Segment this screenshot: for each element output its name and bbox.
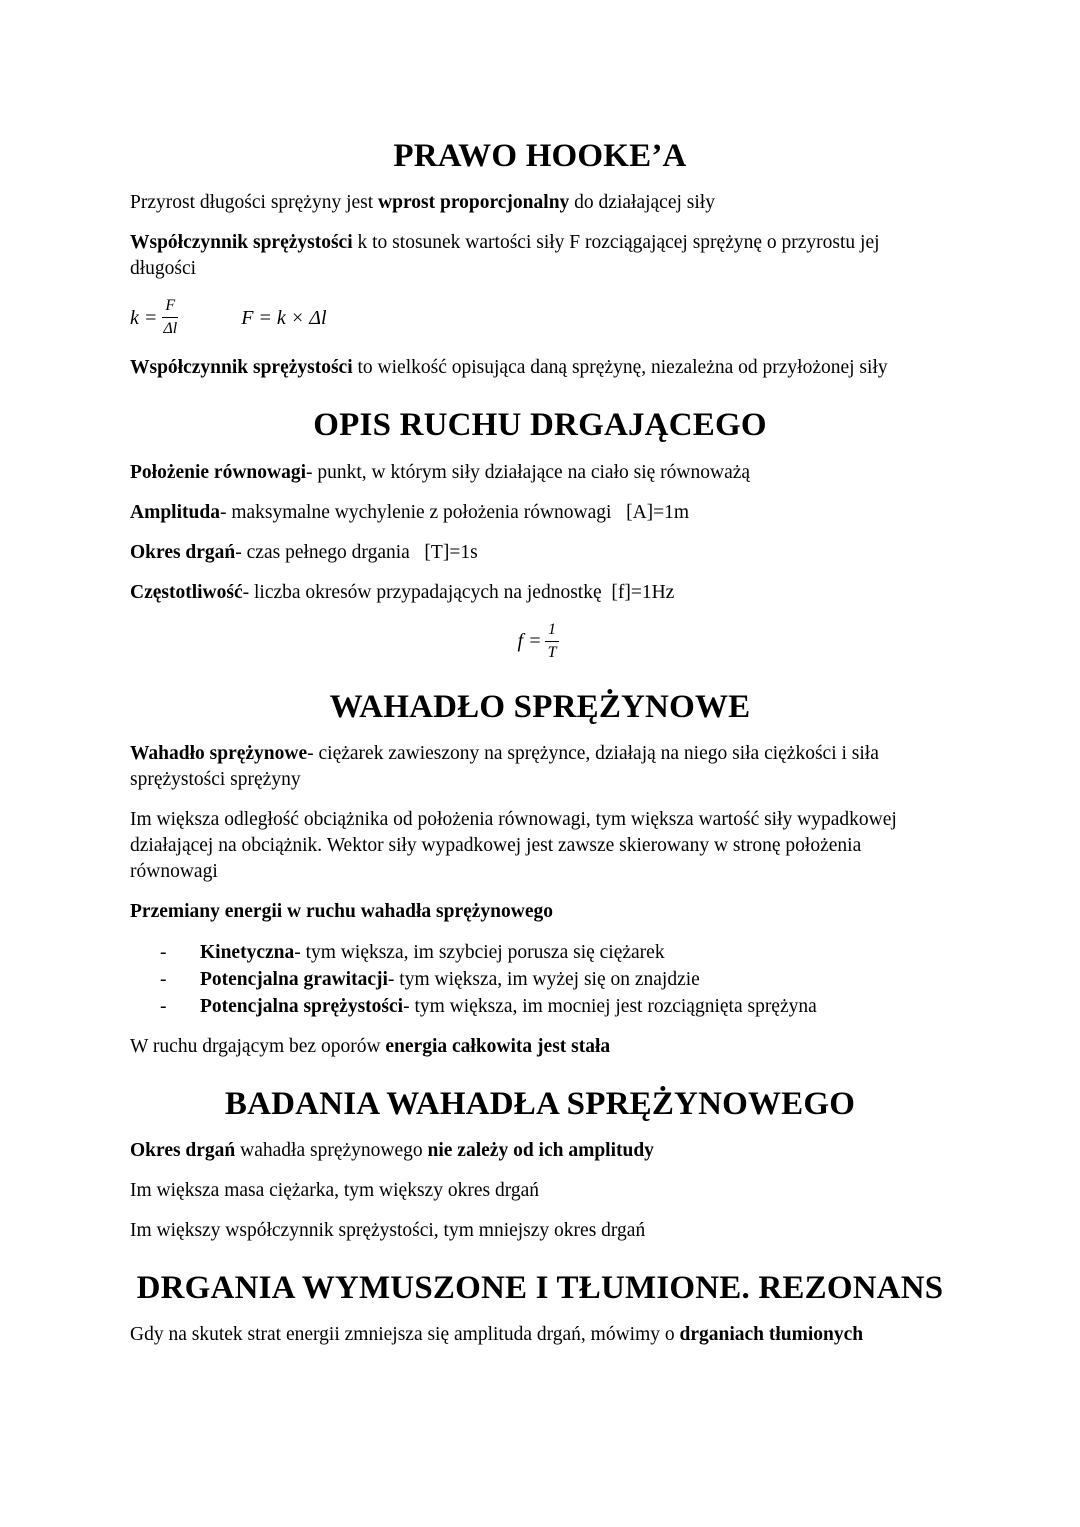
dash-bullet: - [160, 941, 167, 963]
text-run-bold: Współczynnik sprężystości [130, 232, 353, 254]
list-item-text [200, 993, 817, 1020]
section-heading-prawo-hookea: PRAWO HOOKE’A [393, 138, 687, 174]
dash-bullet: - [160, 968, 167, 990]
paragraph [130, 230, 950, 282]
text-run: do działającej siły [569, 192, 715, 214]
paragraph [130, 190, 950, 216]
text-run: - tym większa, im szybciej porusza się ciężarek [294, 941, 665, 963]
section-drgania-wymuszone-i-tlumione-rezonans [130, 1268, 950, 1348]
paragraph [130, 1218, 950, 1244]
paragraph [130, 580, 950, 606]
formula [130, 296, 950, 339]
paragraph [130, 741, 950, 793]
paragraph [130, 1178, 950, 1204]
text-run-bold: Okres drgań [130, 541, 236, 563]
text-run-bold: Współczynnik sprężystości [130, 357, 353, 379]
list-item [130, 966, 950, 993]
text-run: - liczba okresów przypadających na jednostkę [f]=1Hz [242, 581, 675, 603]
text-run: wahadła sprężynowego [235, 1140, 428, 1161]
text-run: Gdy na skutek strat energii zmniejsza się amplituda drgań, mówimy o [130, 1324, 680, 1346]
dash-list [130, 939, 950, 1020]
text-run: - maksymalne wychylenie z położenia równowagi [A]=1m [219, 501, 690, 523]
formula-text: k = [130, 306, 158, 329]
list-item-text [200, 939, 665, 966]
text-run: to wielkość opisująca daną sprężynę, niezależna od przyłożonej siły [352, 357, 888, 379]
formula [130, 620, 950, 663]
fraction-numerator: F [162, 296, 178, 318]
fraction [545, 620, 560, 663]
paragraph [130, 1322, 950, 1348]
text-run: Im większa odległość obciążnika od położenia równowagi, tym większa wartość siły wypadkowej działającej na obciążnik. Wektor siły wypadkowej jest zawsze skierowany w stronę położenia równowagi [130, 808, 902, 882]
paragraph [130, 1138, 950, 1164]
section-wahadlo-sprezynowe [130, 687, 950, 1060]
section-prawo-hookea [130, 136, 950, 381]
fraction-numerator: 1 [545, 620, 559, 642]
section-opis-ruchu-drgajacego [130, 405, 950, 662]
list-item [130, 939, 950, 966]
text-run: Przyrost długości sprężyny jest [130, 192, 379, 214]
list-item [130, 993, 950, 1020]
text-run: - tym większa, im mocniej jest rozciągnięta sprężyna [403, 995, 817, 1017]
paragraph [130, 807, 950, 885]
text-run-bold: nie zależy od ich amplitudy [427, 1140, 654, 1161]
text-run-bold: Potencjalna grawitacji [200, 968, 388, 990]
paragraph [130, 500, 950, 526]
text-run-bold: Częstotliwość [130, 581, 243, 603]
paragraph [130, 1034, 950, 1060]
text-run-bold: Położenie równowagi [130, 461, 307, 483]
text-run-bold: drganiach tłumionych [679, 1324, 864, 1346]
text-run-bold: energia całkowita jest stała [385, 1035, 611, 1057]
text-run-bold: Amplituda [130, 501, 220, 523]
paragraph [130, 899, 950, 925]
paragraph [130, 540, 950, 566]
text-run: - czas pełnego drgania [T]=1s [235, 541, 478, 563]
paragraph [130, 355, 950, 381]
text-run: k to stosunek wartości siły F rozciągającej sprężynę o przyrostu jej długości [130, 232, 885, 280]
paragraph [130, 460, 950, 486]
dash-bullet: - [160, 995, 167, 1017]
section-heading-drgania-wymuszone-i-tlumione-rezonans: DRGANIA WYMUSZONE I TŁUMIONE. REZONANS [136, 1270, 944, 1306]
text-run-bold: Potencjalna sprężystości [200, 995, 404, 1017]
list-item-text [200, 966, 700, 993]
text-run: - ciężarek zawieszony na sprężynce, działają na niego siła ciężkości i siła sprężystości sprężyny [130, 742, 884, 790]
text-run: W ruchu drgającym bez oporów [130, 1035, 386, 1057]
section-badania-wahadla-sprezynowego [130, 1084, 950, 1244]
fraction-denominator: T [547, 643, 557, 661]
section-heading-wahadlo-sprezynowe: WAHADŁO SPRĘŻYNOWE [329, 688, 751, 725]
text-run-bold: Kinetyczna [200, 941, 295, 963]
section-heading-opis-ruchu-drgajacego: OPIS RUCHU DRGAJĄCEGO [313, 407, 767, 444]
text-run: Im większy współczynnik sprężystości, tym mniejszy okres drgań [130, 1220, 646, 1241]
text-run: Im większa masa ciężarka, tym większy okres drgań [130, 1180, 539, 1201]
formula-text: f = [517, 630, 542, 652]
text-run-bold: wprost proporcjonalny [378, 192, 570, 214]
formula-text: F = k × Δl [241, 306, 327, 329]
section-heading-badania-wahadla-sprezynowego: BADANIA WAHADŁA SPRĘŻYNOWEGO [224, 1085, 856, 1122]
fraction-denominator: Δl [163, 320, 178, 338]
text-run: - tym większa, im wyżej się on znajdzie [387, 968, 700, 990]
text-run-bold: Okres drgań [130, 1140, 236, 1161]
text-run-bold: Przemiany energii w ruchu wahadła sprężynowego [130, 900, 554, 922]
text-run-bold: Wahadło sprężynowe [130, 742, 308, 764]
text-run: - punkt, w którym siły działające na ciało się równoważą [306, 461, 751, 483]
document-body [130, 136, 950, 1348]
fraction [160, 296, 180, 339]
